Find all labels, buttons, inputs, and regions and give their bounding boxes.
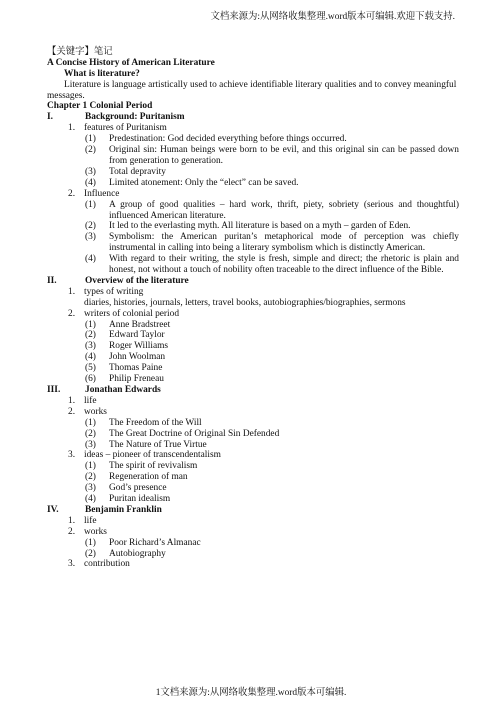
item-number: (4) <box>85 494 96 505</box>
item-text: Philip Freneau <box>109 374 164 385</box>
item-number: (3) <box>85 439 96 450</box>
item-text: Regeneration of man <box>109 472 188 483</box>
subsection-heading <box>47 189 459 200</box>
subsection-title: works <box>84 406 107 417</box>
list-item <box>47 232 459 254</box>
subsection-heading <box>47 559 459 570</box>
subsection-title: contribution <box>84 559 130 570</box>
list-item <box>47 472 459 483</box>
list-item <box>47 440 459 451</box>
list-item <box>47 178 459 189</box>
item-text: Puritan idealism <box>109 494 171 505</box>
item-number: (1) <box>85 199 96 210</box>
list-item <box>47 549 459 560</box>
writing-types-list: diaries, histories, journals, letters, travel books, autobiographies/biographies, sermons <box>84 297 406 308</box>
item-text: Anne Bradstreet <box>109 319 171 330</box>
item-text: Limited atonement: Only the “elect” can be saved. <box>109 177 299 188</box>
item-text: God’s presence <box>109 483 167 494</box>
subsection-title: writers of colonial period <box>84 308 180 319</box>
subsection-heading <box>47 309 459 320</box>
item-text: The Freedom of the Will <box>109 417 202 428</box>
item-number: (4) <box>85 352 96 363</box>
subsection-heading <box>47 123 459 134</box>
subsection-heading <box>47 396 459 407</box>
subsection-title: works <box>84 526 107 537</box>
item-number: (5) <box>85 363 96 374</box>
section-heading <box>47 385 459 396</box>
list-item <box>47 483 459 494</box>
item-number: (1) <box>85 319 96 330</box>
list-item <box>47 538 459 549</box>
section-title: Jonathan Edwards <box>85 384 161 395</box>
item-text: Original sin: Human beings were born to be evil, and this original sin can be passed down from generation to generation. <box>109 145 459 166</box>
item-number: (1) <box>85 461 96 472</box>
item-text: The Great Doctrine of Original Sin Defended <box>109 428 280 439</box>
subsection-number: 2. <box>68 526 76 537</box>
item-text: The Nature of True Virtue <box>109 439 207 450</box>
subsection-number: 2. <box>68 406 76 417</box>
document-title: A Concise History of American Literature <box>47 57 215 68</box>
subsection-number: 1. <box>68 123 76 134</box>
section-number: IV. <box>47 504 59 515</box>
list-item <box>47 418 459 429</box>
section-title: Background: Puritanism <box>85 112 185 123</box>
item-number: (2) <box>85 145 96 156</box>
item-text: Thomas Paine <box>109 363 163 374</box>
list-item <box>47 134 459 145</box>
subsection-number: 2. <box>68 188 76 199</box>
section-number: II. <box>47 275 57 286</box>
item-number: (3) <box>85 166 96 177</box>
subsection-number: 2. <box>68 308 76 319</box>
item-number: (1) <box>85 134 96 145</box>
item-number: (2) <box>85 330 96 341</box>
keyword-line: 【关键字】笔记 <box>47 47 113 57</box>
item-text: Edward Taylor <box>109 330 165 341</box>
item-number: (3) <box>85 232 96 243</box>
list-item <box>47 494 459 505</box>
section-title: Overview of the literature <box>85 275 189 286</box>
section-number: I. <box>47 112 53 123</box>
item-number: (1) <box>85 417 96 428</box>
item-text: John Woolman <box>109 352 166 363</box>
section-heading <box>47 505 459 516</box>
list-item <box>47 320 459 331</box>
subsection-heading <box>47 407 459 418</box>
item-number: (2) <box>85 472 96 483</box>
item-number: (2) <box>85 221 96 232</box>
item-number: (4) <box>85 254 96 265</box>
item-text: It led to the everlasting myth. All literature is based on a myth – garden of Eden. <box>109 221 411 232</box>
list-item <box>47 461 459 472</box>
subsection-title: Influence <box>84 188 120 199</box>
question-heading: What is literature? <box>64 68 140 79</box>
item-text: A group of good qualities – hard work, thrift, piety, sobriety (serious and thoughtful) influenced American literature. <box>109 199 459 221</box>
list-item <box>47 167 459 178</box>
subsection-title: types of writing <box>84 286 144 297</box>
subsection-title: life <box>84 395 97 406</box>
subsection-number: 1. <box>68 395 76 406</box>
literature-definition: Literature is language artistically used to achieve identifiable literary qualities and to convey meaningful messages. <box>47 79 457 101</box>
item-text: The spirit of revivalism <box>109 461 198 472</box>
subsection-title: features of Puritanism <box>84 123 167 134</box>
list-item <box>47 341 459 352</box>
list-item <box>47 429 459 440</box>
subsection-heading <box>47 516 459 527</box>
subsection-number: 3. <box>68 450 76 461</box>
subsection-heading <box>47 527 459 538</box>
item-number: (2) <box>85 548 96 559</box>
item-text: Poor Richard’s Almanac <box>109 537 201 548</box>
section-title: Benjamin Franklin <box>85 504 162 515</box>
item-number: (3) <box>85 483 96 494</box>
item-text: Predestination: God decided everything before things occurred. <box>109 134 347 145</box>
subsection-number: 1. <box>68 515 76 526</box>
list-item <box>47 330 459 341</box>
item-number: (2) <box>85 428 96 439</box>
header-source-note: 文档来源为:从网络收集整理.word版本可编辑.欢迎下载支持. <box>210 12 455 22</box>
subsection-heading <box>47 287 459 298</box>
subsection-heading <box>47 450 459 461</box>
document-body <box>47 47 459 570</box>
item-number: (3) <box>85 341 96 352</box>
section-number: III. <box>47 384 61 395</box>
item-number: (4) <box>85 177 96 188</box>
item-text: Total depravity <box>109 166 166 177</box>
item-text: With regard to their writing, the style is fresh, simple and direct; the rhetoric is plain and honest, not without a touch of nobility often traceable to the direct influence of the Bible. <box>109 254 459 276</box>
list-item <box>47 200 459 222</box>
subsection-number: 1. <box>68 286 76 297</box>
list-item <box>47 221 459 232</box>
list-item <box>47 363 459 374</box>
subsection-title: ideas – pioneer of transcendentalism <box>84 450 221 461</box>
item-text: Roger Williams <box>109 341 169 352</box>
list-item <box>47 145 459 167</box>
list-item <box>47 254 459 276</box>
list-item <box>47 374 459 385</box>
section-heading <box>47 112 459 123</box>
subsection-number: 3. <box>68 559 76 570</box>
section-heading <box>47 276 459 287</box>
chapter-title: Chapter 1 Colonial Period <box>47 101 153 112</box>
item-number: (6) <box>85 374 96 385</box>
subsection-title: life <box>84 515 97 526</box>
item-number: (1) <box>85 537 96 548</box>
item-text: Autobiography <box>109 548 166 559</box>
footer-source-note: 1文档来源为:从网络收集整理.word版本可编辑. <box>155 688 347 698</box>
item-text: Symbolism: the American puritan’s metaphorical mode of perception was chiefly instrumental in calling into being a literary symbolism which is distinctly American. <box>109 232 459 254</box>
list-item <box>47 352 459 363</box>
